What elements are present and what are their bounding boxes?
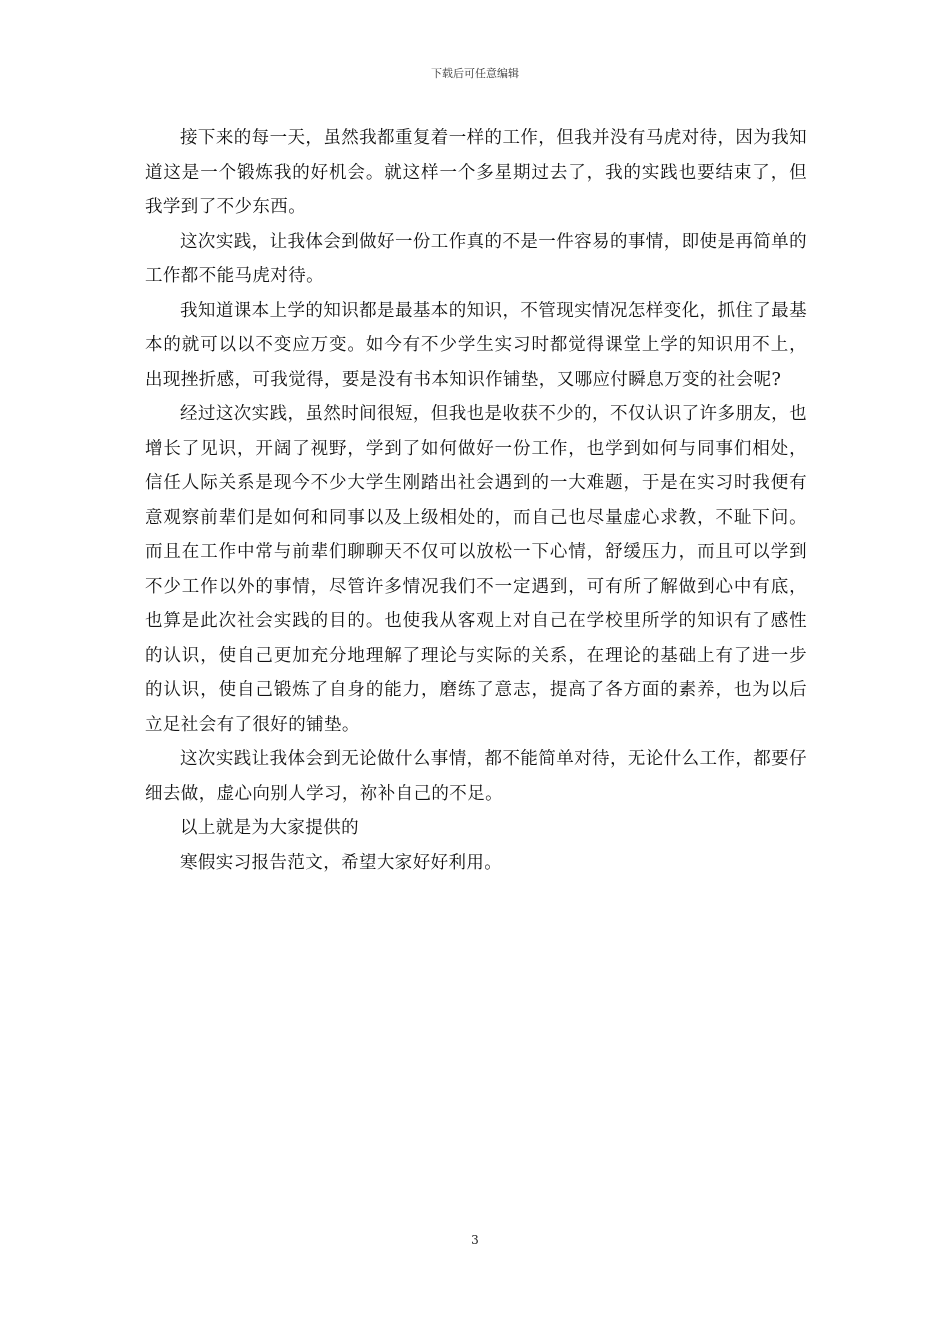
page-number: 3 (471, 1233, 479, 1247)
paragraph-1: 接下来的每一天，虽然我都重复着一样的工作，但我并没有马虎对待，因为我知道这是一个锻炼我的好机会。就这样一个多星期过去了，我的实践也要结束了，但我学到了不少东西。 (145, 128, 807, 217)
paragraph-3: 我知道课本上学的知识都是最基本的知识，不管现实情况怎样变化，抓住了最基本的就可以以不变应万变。如今有不少学生实习时都觉得课堂上学的知识用不上，出现挫折感，可我觉得，要是没有书本知识作铺垫，又哪应付瞬息万变的社会呢? (145, 300, 807, 390)
paragraph-5: 这次实践让我体会到无论做什么事情，都不能简单对待，无论什么工作，都要仔细去做，虚心向别人学习，祢补自己的不足。 (145, 749, 807, 804)
paragraph-2: 这次实践，让我体会到做好一份工作真的不是一件容易的事情，即使是再简单的工作都不能马虎对待。 (145, 231, 807, 286)
page-header: 下载后可任意编辑 (431, 67, 519, 80)
paragraph-4: 经过这次实践，虽然时间很短，但我也是收获不少的，不仅认识了许多朋友，也增长了见识，开阔了视野，学到了如何做好一份工作，也学到如何与同事们相处，信任人际关系是现今不少大学生刚踏出社会遇到的一大难题，于是在实习时我便有意观察前辈们是如何和同事以及上级相处的，而自己也尽量虚心求教，不耻下问。而且在工作中常与前辈们聊聊天不仅可以放松一下心情，舒缓压力，而且可以学到不少工作以外的事情，尽管许多情况我们不一定遇到，可有所了解做到心中有底，也算是此次社会实践的目的。也使我从客观上对自己在学校里所学的知识有了感性的认识，使自己更加充分地理解了理论与实际的关系，在理论的基础上有了进一步的认识，使自己锻炼了自身的能力，磨练了意志，提高了各方面的素养，也为以后立足社会有了很好的铺垫。 (145, 404, 807, 735)
paragraph-7: 寒假实习报告范文，希望大家好好利用。 (180, 852, 503, 873)
paragraph-6: 以上就是为大家提供的 (180, 818, 359, 838)
document-body (145, 121, 807, 880)
